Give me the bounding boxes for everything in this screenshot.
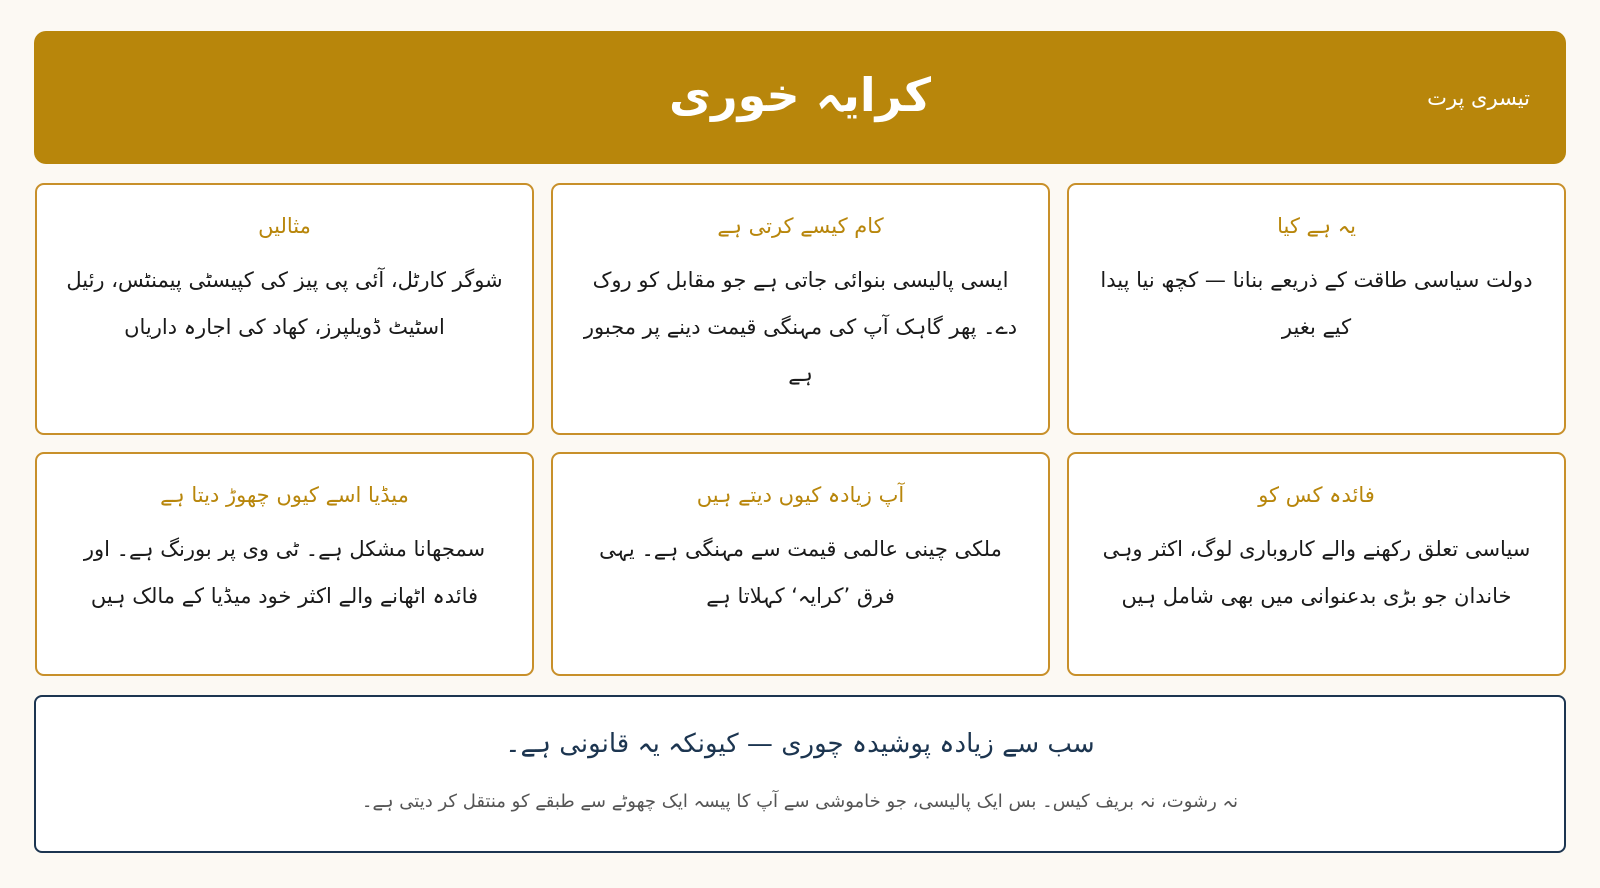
card-how-it-works: [551, 183, 1050, 435]
card-body: دولت سیاسی طاقت کے ذریعے بنانا — کچھ نیا پیدا کیے بغیر: [1100, 268, 1533, 339]
card-title: فائدہ کس کو: [1258, 483, 1375, 507]
card-title: یہ ہے کیا: [1277, 214, 1356, 238]
header-banner: [34, 31, 1566, 164]
card-title: مثالیں: [258, 214, 311, 238]
page-title: کرایہ خوری: [669, 67, 932, 122]
summary-subtext: نہ رشوت، نہ بریف کیس۔ بس ایک پالیسی، جو خاموشی سے آپ کا پیسہ ایک چھوٹے سے طبقے کو منتقل کر دیتی ہے۔: [361, 791, 1239, 812]
info-card-grid: [34, 183, 1566, 676]
card-title: میڈیا اسے کیوں چھوڑ دیتا ہے: [160, 483, 409, 507]
card-body: ملکی چینی عالمی قیمت سے مہنگی ہے۔ یہی فرق ’کرایہ‘ کہلاتا ہے: [599, 537, 1002, 608]
part-label: تیسری پرت: [1427, 85, 1530, 110]
card-body: سمجھانا مشکل ہے۔ ٹی وی پر بورنگ ہے۔ اور فائدہ اٹھانے والے اکثر خود میڈیا کے مالک ہیں: [83, 537, 486, 608]
card-body: سیاسی تعلق رکھنے والے کاروباری لوگ، اکثر وہی خاندان جو بڑی بدعنوانی میں بھی شامل ہیں: [1102, 537, 1531, 608]
card-examples: [35, 183, 534, 435]
summary-box: [34, 695, 1566, 853]
card-what-it-is: [1067, 183, 1566, 435]
card-body: ایسی پالیسی بنوائی جاتی ہے جو مقابل کو روک دے۔ پھر گاہک آپ کی مہنگی قیمت دینے پر مجبور ہے: [583, 268, 1018, 386]
card-why-you-pay-more: [551, 452, 1050, 676]
card-title: آپ زیادہ کیوں دیتے ہیں: [696, 483, 905, 507]
card-body: شوگر کارٹل، آئی پی پیز کی کپیسٹی پیمنٹس، رئیل اسٹیٹ ڈویلپرز، کھاد کی اجارہ داریاں: [66, 268, 503, 339]
card-title: کام کیسے کرتی ہے: [717, 214, 884, 238]
summary-headline: سب سے زیادہ پوشیدہ چوری — کیونکہ یہ قانونی ہے۔: [505, 729, 1095, 759]
card-who-benefits: [1067, 452, 1566, 676]
card-why-media-ignores: [35, 452, 534, 676]
